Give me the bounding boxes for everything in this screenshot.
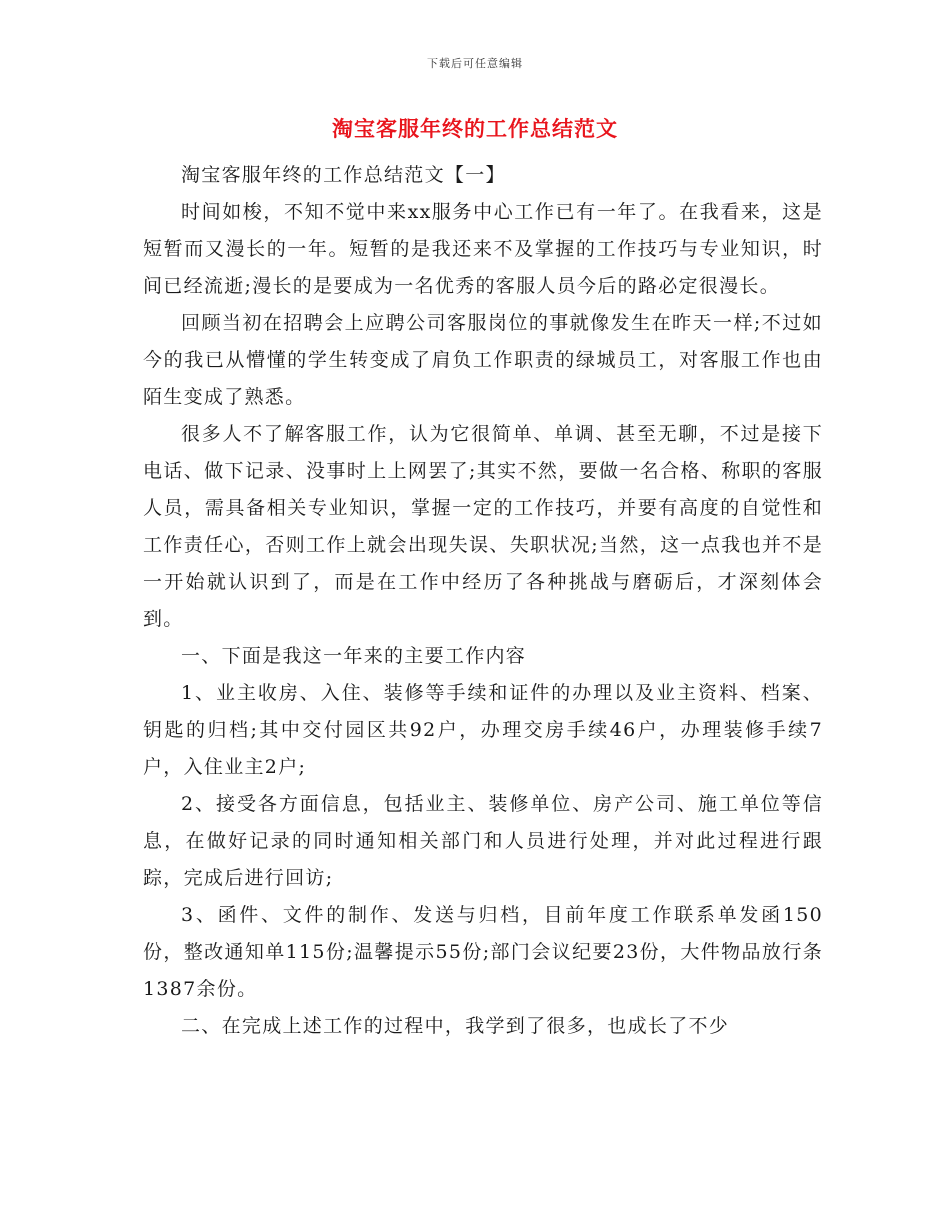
page-header-note: 下载后可任意编辑 [427,57,523,70]
subsection-heading-work-content: 一、下面是我这一年来的主要工作内容 [181,645,527,667]
subsection-heading-learning: 二、在完成上述工作的过程中，我学到了很多，也成长了不少 [181,1015,730,1037]
document-title: 淘宝客服年终的工作总结范文 [332,116,618,141]
section-heading-1: 淘宝客服年终的工作总结范文【一】 [181,164,506,186]
body-paragraph: 时间如梭，不知不觉中来xx服务中心工作已有一年了。在我看来，这是短暂而又漫长的一年。短暂的是我还来不及掌握的工作技巧与专业知识，时间已经流逝;漫长的是要成为一名优秀的客服人员今后的路必定很漫长。 [143,201,823,297]
list-item: 2、接受各方面信息，包括业主、装修单位、房产公司、施工单位等信息，在做好记录的同时通知相关部门和人员进行处理，并对此过程进行跟踪，完成后进行回访; [143,793,823,889]
body-paragraph: 很多人不了解客服工作，认为它很简单、单调、甚至无聊，不过是接下电话、做下记录、没事时上上网罢了;其实不然，要做一名合格、称职的客服人员，需具备相关专业知识，掌握一定的工作技巧，并要有高度的自觉性和工作责任心，否则工作上就会出现失误、失职状况;当然，这一点我也并不是一开始就认识到了，而是在工作中经历了各种挑战与磨砺后，才深刻体会到。 [143,423,823,630]
list-item: 1、业主收房、入住、装修等手续和证件的办理以及业主资料、档案、钥匙的归档;其中交付园区共92户，办理交房手续46户，办理装修手续7户，入住业主2户; [143,682,823,778]
document-body [143,157,823,1045]
body-paragraph: 回顾当初在招聘会上应聘公司客服岗位的事就像发生在昨天一样;不过如今的我已从懵懂的学生转变成了肩负工作职责的绿城员工，对客服工作也由陌生变成了熟悉。 [143,312,823,408]
list-item: 3、函件、文件的制作、发送与归档，目前年度工作联系单发函150份，整改通知单115份;温馨提示55份;部门会议纪要23份，大件物品放行条1387余份。 [143,904,823,1000]
